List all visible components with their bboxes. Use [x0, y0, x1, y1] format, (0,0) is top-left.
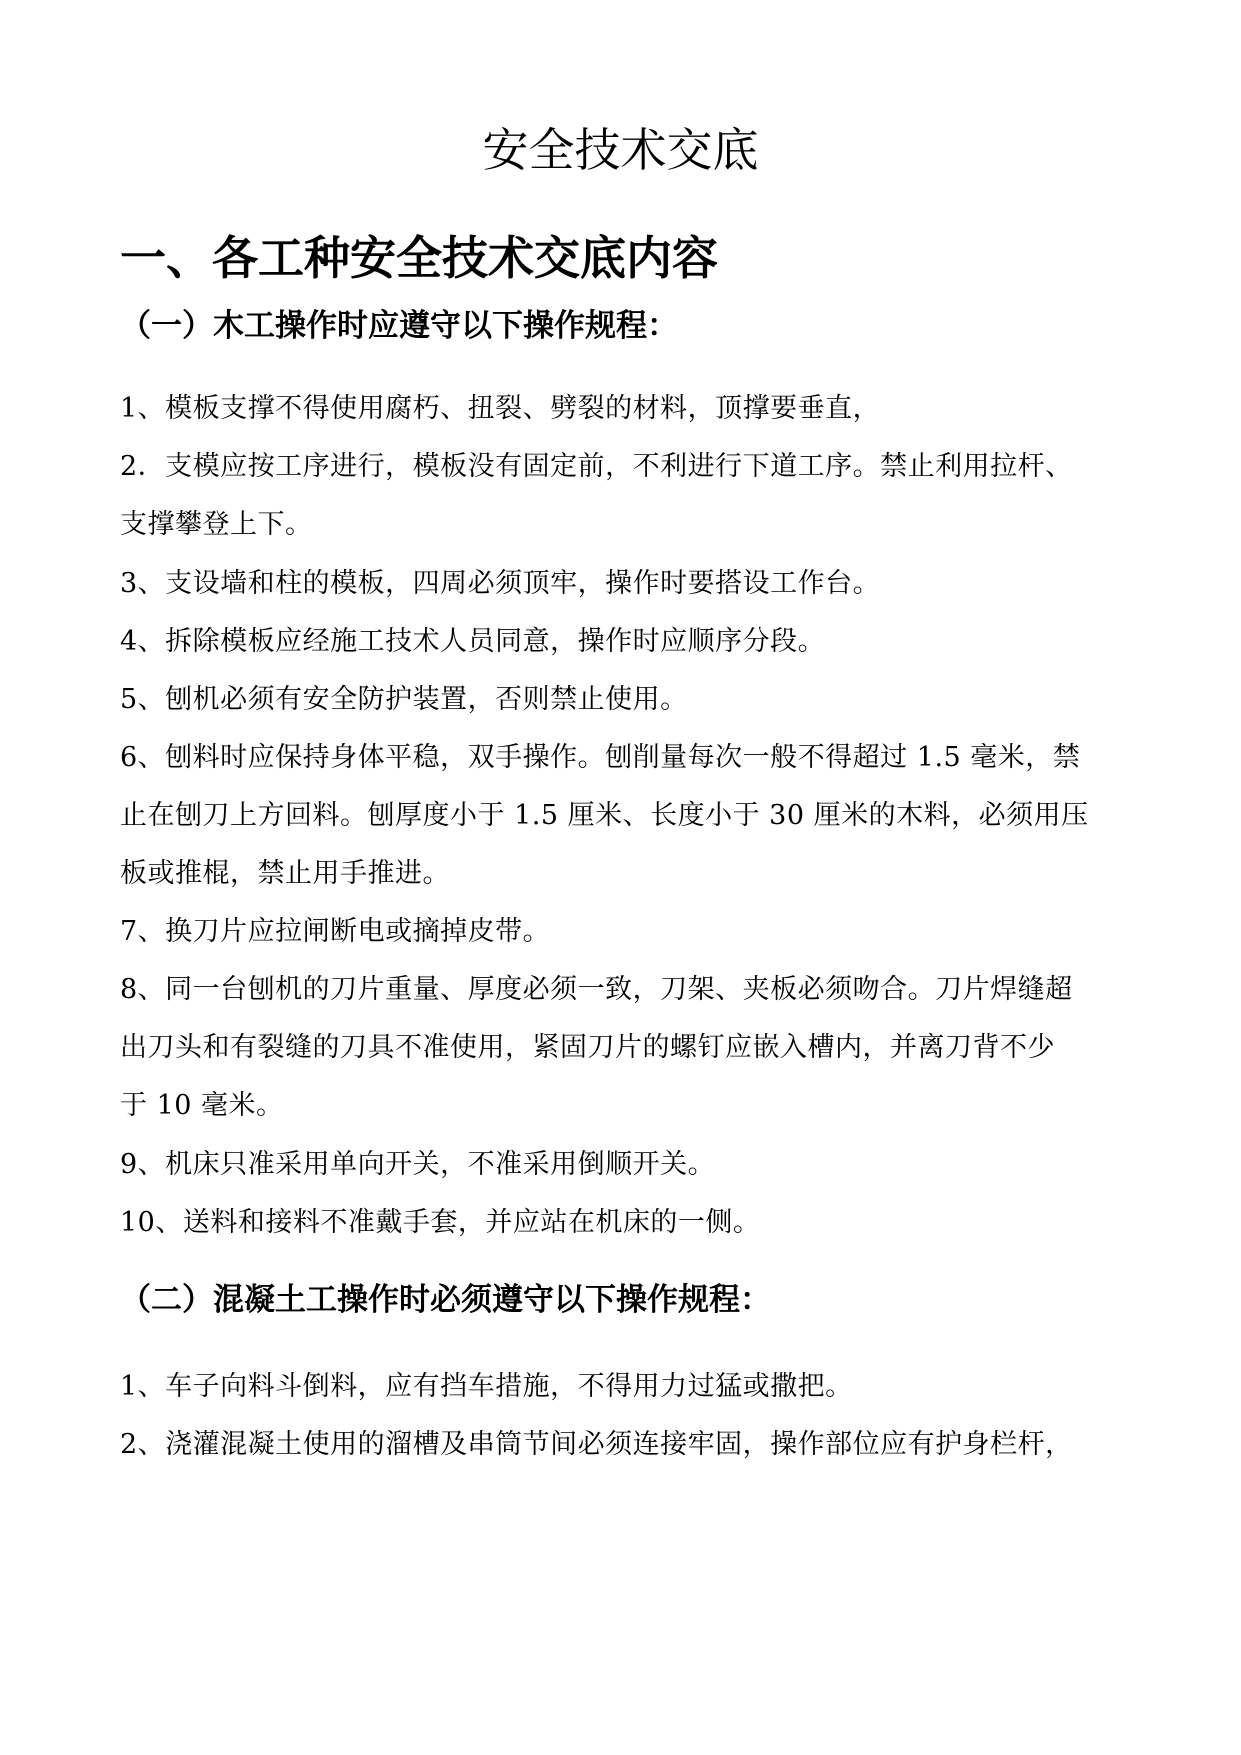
- subsection-heading-concrete: （二）混凝土工操作时必须遵守以下操作规程：: [120, 1282, 771, 1318]
- list-item: 4、拆除模板应经施工技术人员同意，操作时应顺序分段。: [120, 626, 826, 657]
- list-item: 8、同一台刨机的刀片重量、厚度必须一致，刀架、夹板必须吻合。刀片焊缝超 出刀头和有裂缝的刀具不准使用，紧固刀片的螺钉应嵌入槽内，并离刀背不少 于 10 毫米。: [120, 974, 1073, 1121]
- list-item: 2、浇灌混凝土使用的溜槽及串筒节间必须连接牢固，操作部位应有护身栏杆，: [120, 1429, 1073, 1460]
- list-item: 9、机床只准采用单向开关，不准采用倒顺开关。: [120, 1149, 716, 1180]
- list-item: 5、刨机必须有安全防护装置，否则禁止使用。: [120, 684, 688, 715]
- subsection-heading-carpentry: （一）木工操作时应遵守以下操作规程：: [120, 308, 678, 344]
- document-title: 安全技术交底: [482, 123, 759, 177]
- list-item: 7、换刀片应拉闸断电或摘掉皮带。: [120, 916, 551, 947]
- list-item: 1、车子向料斗倒料，应有挡车措施，不得用力过猛或撒把。: [120, 1371, 853, 1402]
- list-item: 1、模板支撑不得使用腐朽、扭裂、劈裂的材料，顶撑要垂直，: [120, 393, 881, 424]
- list-item: 3、支设墙和柱的模板，四周必须顶牢，操作时要搭设工作台。: [120, 568, 881, 599]
- list-item: 10、送料和接料不准戴手套，并应站在机床的一侧。: [120, 1207, 761, 1238]
- list-item: 6、刨料时应保持身体平稳，双手操作。刨削量每次一般不得超过 1.5 毫米，禁 止在刨刀上方回料。刨厚度小于 1.5 厘米、长度小于 30 厘米的木料，必须用压 板或推棍，禁止用手推进。: [120, 742, 1089, 889]
- section-heading: 一、各工种安全技术交底内容: [120, 231, 718, 285]
- list-item: 2．支模应按工序进行，模板没有固定前，不利进行下道工序。禁止利用拉杆、 支撑攀登上下。: [120, 451, 1073, 540]
